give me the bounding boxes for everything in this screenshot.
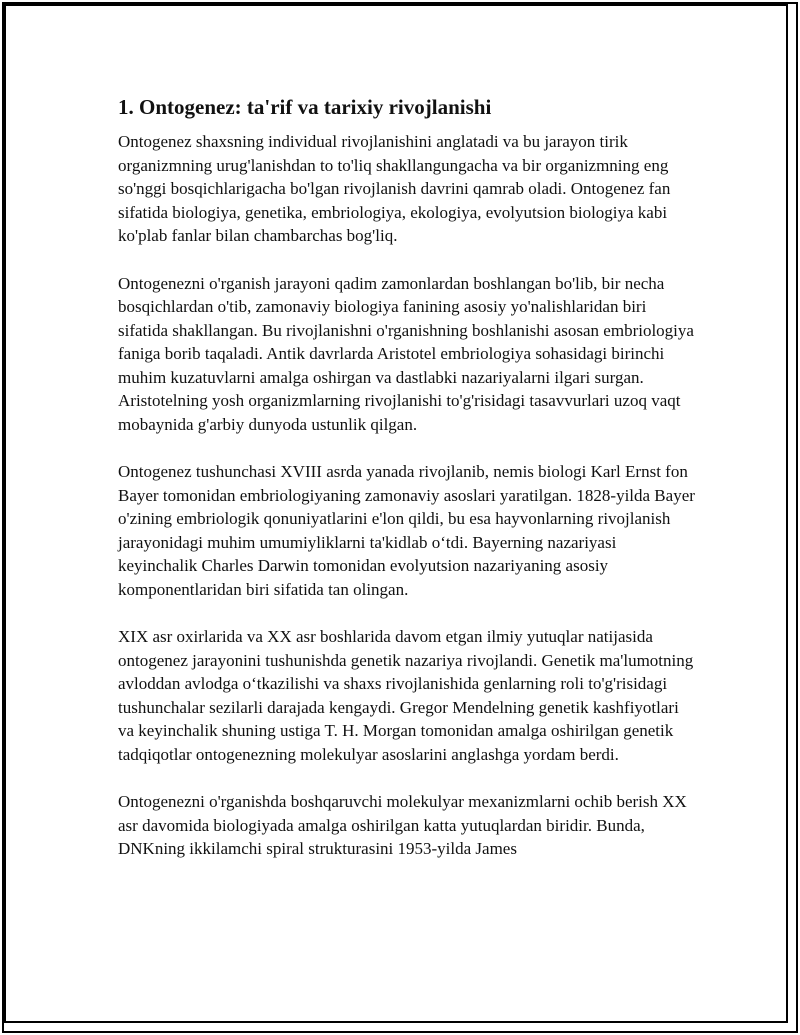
document-body <box>118 94 698 885</box>
paragraph-1: Ontogenez shaxsning individual rivojlanishini anglatadi va bu jarayon tirik organizmning urug'lanishdan to to'liq shakllangungacha va bir organizmning eng so'nggi bosqichlarigacha bo'lgan rivojlanish davrini qamrab oladi. Ontogenez fan sifatida biologiya, genetika, embriologiya, ekologiya, evolyutsion biologiya kabi ko'plab fanlar bilan chambarchas bog'liq. <box>118 132 671 245</box>
section-heading: 1. Ontogenez: ta'rif va tarixiy rivojlanishi <box>118 95 492 119</box>
paragraph-3: Ontogenez tushunchasi XVIII asrda yanada rivojlanib, nemis biologi Karl Ernst fon Bayer tomonidan embriologiyaning zamonaviy asoslari yaratilgan. 1828-yilda Bayer o'zining embriologik qonuniyatlarini e'lon qildi, bu esa hayvonlarning rivojlanish jarayonidagi muhim umumiyliklarni ta'kidlab o‘tdi. Bayerning nazariyasi keyinchalik Charles Darwin tomonidan evolyutsion nazariyaning asosiy komponentlaridan biri sifatida tan olingan. <box>118 462 695 599</box>
paragraph-4: XIX asr oxirlarida va XX asr boshlarida davom etgan ilmiy yutuqlar natijasida ontogenez jarayonini tushunishda genetik nazariya rivojlandi. Genetik ma'lumotning avloddan avlodga o‘tkazilishi va shaxs rivojlanishida genlarning roli to'g'risidagi tushunchalar sezilarli darajada kengaydi. Gregor Mendelning genetik kashfiyotlari va keyinchalik shuning ustiga T. H. Morgan tomonidan amalga oshirilgan genetik tadqiqotlar ontogenezning molekulyar asoslarini anglashga yordam berdi. <box>118 627 694 764</box>
paragraph-2: Ontogenezni o'rganish jarayoni qadim zamonlardan boshlangan bo'lib, bir necha bosqichlardan o'tib, zamonaviy biologiya fanining asosiy yo'nalishlaridan biri sifatida shakllangan. Bu rivojlanishni o'rganishning boshlanishi asosan embriologiya faniga borib taqaladi. Antik davrlarda Aristotel embriologiya sohasidagi birinchi muhim kuzatuvlarni amalga oshirgan va dastlabki nazariyalarni ilgari surgan. Aristotelning yosh organizmlarning rivojlanishi to'g'risidagi tasavvurlari uzoq vaqt mobaynida g'arbiy dunyoda ustunlik qilgan. <box>118 273 694 434</box>
paragraph-5: Ontogenezni o'rganishda boshqaruvchi molekulyar mexanizmlarni ochib berish XX asr davomida biologiyada amalga oshirilgan katta yutuqlardan biridir. Bunda, DNKning ikkilamchi spiral strukturasini 1953-yilda James <box>118 792 687 858</box>
